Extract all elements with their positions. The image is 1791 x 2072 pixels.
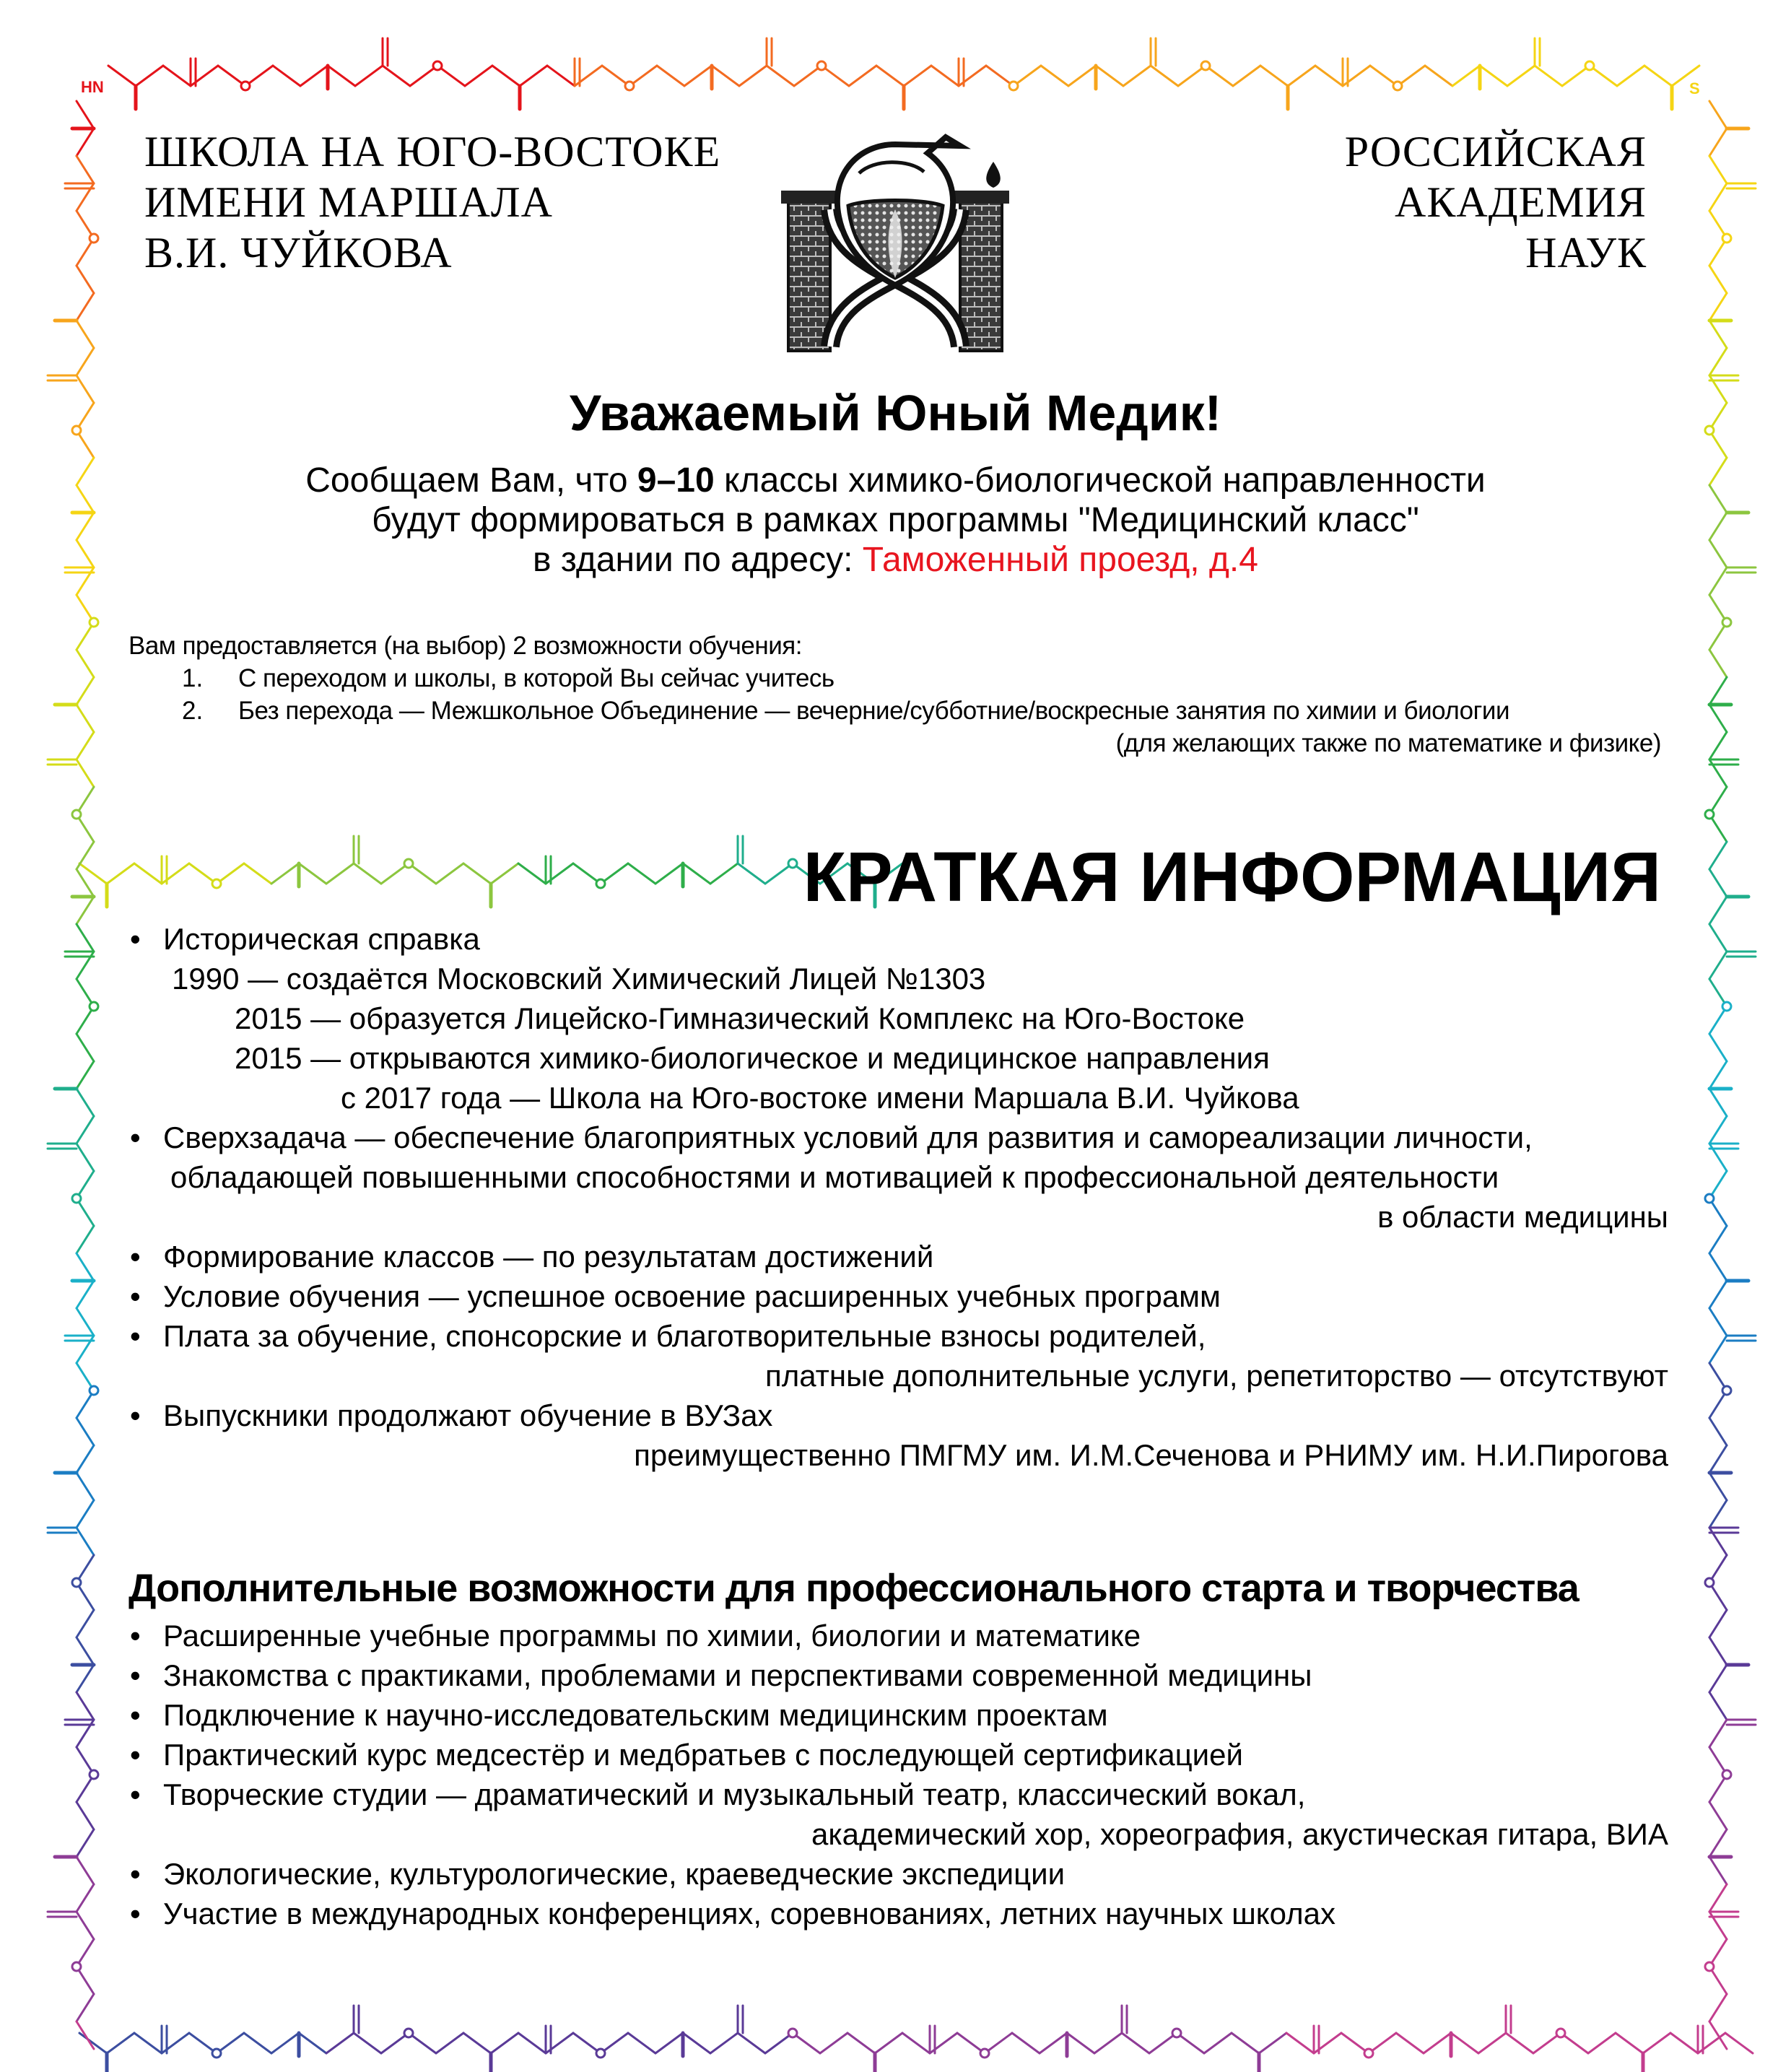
chain-bond bbox=[77, 897, 94, 924]
chain-bond bbox=[77, 1308, 94, 1336]
extra-item: • Участие в международных конференциях, соревнованиях, летних научных школах bbox=[163, 1894, 1335, 1933]
chain-bond bbox=[1709, 1802, 1727, 1829]
graduates-line: преимущественно ПМГМУ им. И.М.Сеченова и РНИМУ им. Н.И.Пирогова bbox=[634, 1438, 1668, 1472]
extra-item-continuation: академический хор, хореография, акустическая гитара, ВИА bbox=[811, 1817, 1668, 1851]
chain-bond bbox=[1067, 2033, 1094, 2053]
chain-bond bbox=[683, 863, 710, 884]
chain-oxygen-atom bbox=[433, 61, 442, 70]
chain-oxygen-atom bbox=[212, 879, 221, 888]
history-item: 2015 — образуется Лицейско-Гимназический Комплекс на Юго-Востоке bbox=[235, 1001, 1245, 1035]
chain-bond bbox=[271, 863, 299, 884]
chain-bond bbox=[77, 1610, 94, 1637]
chain-bond bbox=[876, 66, 904, 86]
chain-bond bbox=[326, 2033, 354, 2053]
chain-bond bbox=[1094, 2033, 1122, 2053]
chain-oxygen-atom bbox=[788, 859, 797, 868]
chain-bond bbox=[1644, 66, 1672, 86]
chain-bond bbox=[904, 66, 931, 86]
chain-oxygen-atom bbox=[817, 61, 826, 70]
intro-line bbox=[0, 540, 1791, 580]
chain-bond bbox=[463, 2033, 491, 2053]
chain-bond bbox=[1709, 732, 1727, 759]
chain-bond bbox=[273, 66, 300, 86]
chain-bond bbox=[77, 129, 94, 156]
chain-bond bbox=[492, 66, 520, 86]
chain-bond bbox=[1286, 2033, 1314, 2053]
extra-item: • Экологические, культурологические, краеведческие экспедиции bbox=[163, 1854, 1065, 1894]
chain-bond bbox=[1709, 842, 1727, 869]
graduates-line: • Выпускники продолжают обучение в ВУЗах bbox=[163, 1396, 772, 1435]
academy-name bbox=[1345, 126, 1647, 278]
chain-bond bbox=[355, 66, 383, 86]
chain-bond bbox=[1507, 66, 1535, 86]
chain-bond bbox=[1616, 2033, 1643, 2053]
history-item: с 2017 года — Школа на Юго-востоке имени Маршала В.И. Чуйкова bbox=[341, 1081, 1299, 1115]
chain-oxygen-atom bbox=[404, 2029, 413, 2037]
chain-bond bbox=[77, 1857, 94, 1884]
chain-bond bbox=[77, 1665, 94, 1692]
chain-bond bbox=[1709, 183, 1727, 211]
intro-text: классы химико-биологической направленности bbox=[714, 461, 1486, 500]
chain-oxygen-atom bbox=[1556, 2029, 1565, 2037]
chain-bond bbox=[354, 863, 381, 884]
chain-bond bbox=[1123, 66, 1151, 86]
chain-bond bbox=[299, 863, 326, 884]
chain-bond bbox=[77, 1692, 94, 1720]
chain-bond bbox=[77, 1500, 94, 1528]
history-title: • Историческая справка bbox=[163, 919, 480, 959]
chain-bond bbox=[77, 759, 94, 787]
chain-bond bbox=[1709, 650, 1727, 677]
school-name bbox=[144, 126, 720, 278]
intro-line bbox=[0, 461, 1791, 500]
intro-text: Сообщаем Вам, что bbox=[305, 461, 637, 500]
chain-bond bbox=[134, 2033, 162, 2053]
chain-bond bbox=[1709, 897, 1727, 924]
chain-bond bbox=[108, 66, 136, 86]
chain-oxygen-atom bbox=[241, 82, 250, 90]
chain-bond bbox=[1709, 1665, 1727, 1692]
chain-bond bbox=[1709, 1500, 1727, 1528]
fees-line: платные дополнительные услуги, репетиторство — отсутствуют bbox=[765, 1359, 1668, 1393]
chain-bond bbox=[1709, 924, 1727, 952]
chain-bond bbox=[1451, 2033, 1478, 2053]
chain-bond bbox=[79, 2033, 107, 2053]
chain-bond bbox=[77, 1884, 94, 1912]
chain-bond bbox=[1259, 2033, 1286, 2053]
fees-line: • Плата за обучение, спонсорские и благотворительные взносы родителей, bbox=[163, 1316, 1206, 1356]
chain-bond bbox=[1709, 677, 1727, 705]
chain-bond bbox=[77, 732, 94, 759]
chain-bond bbox=[518, 863, 546, 884]
chain-bond bbox=[518, 2033, 546, 2053]
chain-bond bbox=[738, 863, 765, 884]
intro-line: будут формироваться в рамках программы "Медицинский класс" bbox=[372, 501, 1419, 539]
chain-bond bbox=[1709, 952, 1727, 979]
chain-bond bbox=[847, 2033, 875, 2053]
chain-bond bbox=[77, 321, 94, 348]
chain-bond bbox=[1709, 129, 1727, 156]
chain-bond bbox=[1424, 2033, 1451, 2053]
chain-bond bbox=[1709, 1336, 1727, 1363]
chain-bond bbox=[1709, 1829, 1727, 1857]
condition-item: • Условие обучения — успешное освоение расширенных учебных программ bbox=[163, 1276, 1221, 1316]
chain-bond bbox=[1122, 2033, 1149, 2053]
grades-range: 9–10 bbox=[637, 461, 715, 500]
chain-bond bbox=[77, 2021, 94, 2049]
chain-bond bbox=[1709, 1637, 1727, 1665]
option-item: С переходом и школы, в которой Вы сейчас учитесь bbox=[238, 664, 835, 692]
chain-bond bbox=[1709, 266, 1727, 293]
chain-bond bbox=[1709, 1884, 1727, 1912]
chain-bond bbox=[1260, 66, 1288, 86]
chain-bond bbox=[107, 2033, 134, 2053]
chain-bond bbox=[1452, 66, 1480, 86]
chain-bond bbox=[1643, 2033, 1670, 2053]
chain-bond bbox=[77, 266, 94, 293]
mission-line: • Сверхзадача — обеспечение благоприятных условий для развития и самореализации личности, bbox=[163, 1118, 1533, 1157]
chain-oxygen-atom bbox=[1009, 82, 1018, 90]
chain-oxygen-atom bbox=[788, 2029, 797, 2037]
chain-bond bbox=[931, 66, 959, 86]
chain-oxygen-atom bbox=[1705, 1962, 1714, 1971]
chain-oxygen-atom bbox=[596, 2049, 605, 2058]
school-name-line: В.И. ЧУЙКОВА bbox=[144, 229, 453, 277]
chain-oxygen-atom bbox=[72, 1194, 81, 1203]
chain-bond bbox=[463, 863, 491, 884]
option-note: (для желающих также по математике и физике) bbox=[1115, 729, 1661, 757]
chain-bond bbox=[1709, 705, 1727, 732]
chain-bond bbox=[77, 348, 94, 375]
chain-bond bbox=[328, 66, 355, 86]
chain-bond bbox=[547, 66, 575, 86]
extra-item: • Знакомства с практиками, проблемами и перспективами современной медицины bbox=[163, 1655, 1312, 1695]
chain-bond bbox=[1478, 2033, 1506, 2053]
chain-bond bbox=[77, 101, 94, 129]
chain-bond bbox=[849, 66, 876, 86]
school-name-line: ИМЕНИ МАРШАЛА bbox=[144, 178, 553, 226]
chain-bond bbox=[1315, 66, 1343, 86]
chain-bond bbox=[77, 1281, 94, 1308]
chain-bond bbox=[491, 863, 518, 884]
chain-bond bbox=[1288, 66, 1315, 86]
chain-bond bbox=[1725, 2033, 1753, 2053]
brief-title: КРАТКАЯ ИНФОРМАЦИЯ bbox=[803, 837, 1661, 916]
chain-bond bbox=[1096, 66, 1123, 86]
chain-bond bbox=[383, 66, 410, 86]
chain-bond bbox=[1709, 1418, 1727, 1445]
formation-item: • Формирование классов — по результатам достижений bbox=[163, 1237, 933, 1276]
chain-bond bbox=[244, 2033, 271, 2053]
chain-bond bbox=[77, 1802, 94, 1829]
chain-bond bbox=[520, 66, 547, 86]
chain-oxygen-atom bbox=[1201, 61, 1210, 70]
chain-oxygen-atom bbox=[72, 810, 81, 819]
greeting-title: Уважаемый Юный Медик! bbox=[569, 385, 1222, 441]
chain-bond bbox=[628, 863, 655, 884]
chain-bond bbox=[107, 863, 134, 884]
chain-bond bbox=[244, 863, 271, 884]
chain-bond bbox=[77, 293, 94, 321]
option-item: Без перехода — Межшкольное Объединение — вечерние/субботние/воскресные занятия по химии и биологии bbox=[238, 697, 1510, 725]
chain-bond bbox=[77, 1061, 94, 1089]
chain-oxygen-atom bbox=[625, 82, 634, 90]
chain-bond bbox=[1204, 2033, 1232, 2053]
address-highlight: Таможенный проезд, д.4 bbox=[862, 541, 1258, 579]
chain-bond bbox=[1709, 1857, 1727, 1884]
chain-bond bbox=[712, 66, 739, 86]
chain-oxygen-atom bbox=[90, 1002, 98, 1011]
chain-bond bbox=[77, 1034, 94, 1061]
chain-oxygen-atom bbox=[90, 618, 98, 627]
chain-oxygen-atom bbox=[1722, 1770, 1731, 1779]
chain-bond bbox=[738, 2033, 765, 2053]
chain-bond bbox=[1709, 1720, 1727, 1747]
chemistry-flask-arch-logo-icon bbox=[780, 130, 1011, 361]
chain-bond bbox=[134, 863, 162, 884]
chain-bond bbox=[436, 2033, 463, 2053]
chain-bond bbox=[77, 650, 94, 677]
chain-bond bbox=[1709, 156, 1727, 183]
chain-oxygen-atom bbox=[90, 1386, 98, 1395]
academy-name-line: РОССИЙСКАЯ bbox=[1344, 128, 1647, 175]
chain-bond bbox=[77, 1912, 94, 1939]
chain-bond bbox=[136, 66, 163, 86]
chain-bond bbox=[326, 863, 354, 884]
mission-line: обладающей повышенными способностями и мотивацией к профессиональной деятельности bbox=[170, 1160, 1499, 1194]
chain-bond bbox=[1151, 66, 1178, 86]
chain-bond bbox=[710, 2033, 738, 2053]
frame-left-end-label: HN bbox=[81, 78, 104, 96]
mission-line: в области медицины bbox=[1377, 1200, 1668, 1234]
chain-bond bbox=[77, 156, 94, 183]
chain-oxygen-atom bbox=[1722, 1386, 1731, 1395]
chain-bond bbox=[1709, 869, 1727, 897]
options-lead: Вам предоставляется (на выбор) 2 возможности обучения: bbox=[128, 632, 802, 660]
chain-bond bbox=[875, 2033, 902, 2053]
academy-name-line: АКАДЕМИЯ bbox=[1395, 178, 1647, 226]
option-number: 1. bbox=[182, 664, 204, 692]
school-name-line: ШКОЛА НА ЮГО-ВОСТОКЕ bbox=[144, 128, 721, 175]
chain-bond bbox=[77, 1637, 94, 1665]
chain-bond bbox=[163, 66, 191, 86]
chain-bond bbox=[1506, 2033, 1533, 2053]
chain-oxygen-atom bbox=[1364, 2049, 1373, 2058]
chain-bond bbox=[77, 677, 94, 705]
chain-bond bbox=[1709, 1281, 1727, 1308]
chain-bond bbox=[77, 1144, 94, 1171]
chain-bond bbox=[1709, 1692, 1727, 1720]
frame-right-end-label: S bbox=[1689, 79, 1700, 97]
chain-oxygen-atom bbox=[1393, 82, 1402, 90]
chain-oxygen-atom bbox=[90, 1770, 98, 1779]
chain-bond bbox=[271, 2033, 299, 2053]
chain-oxygen-atom bbox=[1172, 2029, 1181, 2037]
extra-title: Дополнительные возможности для профессионального старта и творчества bbox=[128, 1567, 1579, 1610]
chain-bond bbox=[300, 66, 328, 86]
chain-oxygen-atom bbox=[1722, 234, 1731, 243]
history-item: 2015 — открываются химико-биологическое и медицинское направления bbox=[235, 1041, 1270, 1075]
chain-bond bbox=[1709, 1473, 1727, 1500]
history-item: 1990 — создаётся Московский Химический Лицей №1303 bbox=[172, 962, 986, 996]
chain-bond bbox=[1670, 2033, 1698, 2053]
chain-bond bbox=[77, 1089, 94, 1116]
extra-item: • Подключение к научно-исследовательским медицинским проектам bbox=[163, 1695, 1108, 1735]
chain-oxygen-atom bbox=[1585, 61, 1594, 70]
academy-name-line: НАУК bbox=[1525, 229, 1647, 277]
chain-bond bbox=[77, 1445, 94, 1473]
chain-bond bbox=[1709, 1034, 1727, 1061]
chain-bond bbox=[465, 66, 492, 86]
chain-bond bbox=[77, 1418, 94, 1445]
chain-oxygen-atom bbox=[1705, 1194, 1714, 1203]
chain-bond bbox=[1709, 1089, 1727, 1116]
chain-bond bbox=[1709, 1610, 1727, 1637]
chain-oxygen-atom bbox=[1722, 618, 1731, 627]
chain-oxygen-atom bbox=[980, 2049, 989, 2058]
chain-bond bbox=[655, 2033, 683, 2053]
chain-bond bbox=[1425, 66, 1452, 86]
chain-bond bbox=[683, 2033, 710, 2053]
chain-oxygen-atom bbox=[596, 879, 605, 888]
chain-oxygen-atom bbox=[404, 859, 413, 868]
intro-text: в здании по адресу: bbox=[533, 541, 863, 579]
chain-bond bbox=[77, 1473, 94, 1500]
chain-bond bbox=[1709, 1253, 1727, 1281]
chain-bond bbox=[1709, 101, 1727, 129]
chain-bond bbox=[77, 1116, 94, 1144]
chain-bond bbox=[1480, 66, 1507, 86]
chain-bond bbox=[657, 66, 684, 86]
chain-oxygen-atom bbox=[1705, 1578, 1714, 1587]
option-number: 2. bbox=[182, 697, 204, 725]
chain-bond bbox=[1709, 1445, 1727, 1473]
chain-bond bbox=[1012, 2033, 1040, 2053]
chain-bond bbox=[1588, 2033, 1616, 2053]
chain-bond bbox=[1040, 2033, 1067, 2053]
intro-paragraph bbox=[0, 461, 1791, 580]
chain-bond bbox=[1709, 348, 1727, 375]
chain-bond bbox=[491, 2033, 518, 2053]
chain-bond bbox=[77, 1253, 94, 1281]
chain-bond bbox=[710, 863, 738, 884]
chain-bond bbox=[739, 66, 767, 86]
chain-oxygen-atom bbox=[1705, 810, 1714, 819]
chain-bond bbox=[1041, 66, 1068, 86]
chain-bond bbox=[1709, 321, 1727, 348]
chain-bond bbox=[436, 863, 463, 884]
chain-bond bbox=[767, 66, 794, 86]
chain-bond bbox=[1709, 1994, 1727, 2021]
chain-bond bbox=[77, 1994, 94, 2021]
chain-bond bbox=[655, 863, 683, 884]
extra-item: • Практический курс медсестёр и медбратьев с последующей сертификацией bbox=[163, 1735, 1243, 1775]
chain-bond bbox=[1233, 66, 1260, 86]
chain-bond bbox=[820, 2033, 847, 2053]
chain-oxygen-atom bbox=[72, 1962, 81, 1971]
chain-bond bbox=[1232, 2033, 1259, 2053]
chain-bond bbox=[77, 705, 94, 732]
chain-bond bbox=[354, 2033, 381, 2053]
chain-bond bbox=[299, 2033, 326, 2053]
chain-bond bbox=[77, 842, 94, 869]
chain-oxygen-atom bbox=[90, 234, 98, 243]
chain-bond bbox=[77, 924, 94, 952]
chain-oxygen-atom bbox=[72, 1578, 81, 1587]
chain-bond bbox=[1709, 1226, 1727, 1253]
chain-bond bbox=[628, 2033, 655, 2053]
chain-bond bbox=[1396, 2033, 1424, 2053]
chain-bond bbox=[1617, 66, 1644, 86]
chain-bond bbox=[1535, 66, 1562, 86]
chain-bond bbox=[902, 2033, 930, 2053]
chain-bond bbox=[684, 66, 712, 86]
chain-bond bbox=[77, 1528, 94, 1555]
chain-oxygen-atom bbox=[212, 2049, 221, 2058]
chain-bond bbox=[1709, 1116, 1727, 1144]
extra-item: • Расширенные учебные программы по химии, биологии и математике bbox=[163, 1616, 1141, 1655]
chain-bond bbox=[1709, 1061, 1727, 1089]
chain-bond bbox=[77, 1226, 94, 1253]
chain-bond bbox=[1068, 66, 1096, 86]
chain-bond bbox=[77, 1829, 94, 1857]
chain-bond bbox=[1709, 293, 1727, 321]
chain-bond bbox=[1709, 1308, 1727, 1336]
extra-item: • Творческие студии — драматический и музыкальный театр, классический вокал, bbox=[163, 1775, 1305, 1814]
chain-oxygen-atom bbox=[1722, 1002, 1731, 1011]
